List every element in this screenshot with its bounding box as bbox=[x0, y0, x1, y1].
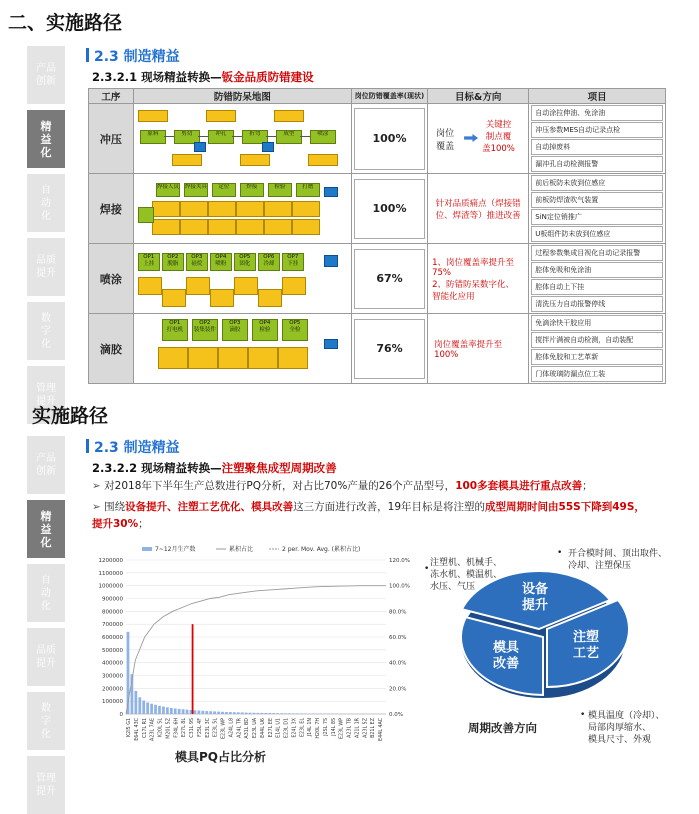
project-item: 过程参数集成目视化自动记录报警 bbox=[531, 245, 663, 261]
table-row bbox=[89, 104, 666, 174]
y-left-tick-label: 300000 bbox=[102, 674, 123, 680]
process-step-box: 焊接人员 bbox=[156, 183, 180, 197]
legend-label: 7~12月生产数 bbox=[155, 545, 195, 553]
process-step-box bbox=[152, 201, 180, 217]
pie-slice-label: 设备 bbox=[522, 581, 548, 597]
target-cell: 针对品质痛点（焊接错 位、焊渣等）推进改善 bbox=[428, 174, 529, 244]
bar bbox=[186, 710, 189, 714]
process-step-box: 原料 bbox=[140, 130, 166, 144]
y-right-tick-label: 60.0% bbox=[389, 635, 406, 641]
slide1-subtitle-prefix: 2.3.2.1 现场精益转换— bbox=[92, 70, 222, 84]
y-left-tick-label: 700000 bbox=[102, 622, 123, 628]
bar bbox=[213, 711, 216, 714]
project-item: SiN定位销推广 bbox=[531, 209, 663, 225]
process-step-box bbox=[264, 219, 292, 235]
process-step-box bbox=[138, 277, 162, 295]
bar bbox=[245, 713, 248, 714]
bar bbox=[178, 709, 181, 714]
bar bbox=[209, 711, 212, 714]
project-item: 前后板防未放到位感应 bbox=[531, 175, 663, 191]
sidebar-item[interactable]: 产品 创新 bbox=[27, 436, 65, 494]
project-item: U板组件防未放到位感应 bbox=[531, 226, 663, 242]
bar bbox=[146, 702, 149, 714]
y-left-tick-label: 500000 bbox=[102, 648, 123, 654]
sidebar-item[interactable]: 自 动 化 bbox=[27, 174, 65, 232]
x-tick-label: E23L WP bbox=[221, 718, 227, 739]
process-step-box: 焊接夹具 bbox=[184, 183, 208, 197]
bullet-2 bbox=[92, 499, 692, 533]
process-step-box: 剪切 bbox=[174, 130, 200, 144]
target-right-text: 关键控 制点覆 盖100% bbox=[482, 118, 515, 154]
projects-cell bbox=[529, 314, 666, 384]
x-tick-label: E44L U6 bbox=[260, 718, 266, 738]
process-step-box: 打磨 bbox=[296, 183, 320, 197]
process-step-box: OP5 固化 bbox=[234, 253, 256, 271]
bar bbox=[253, 713, 256, 714]
sidebar-item[interactable]: 品质 提升 bbox=[27, 238, 65, 296]
bar bbox=[174, 708, 177, 714]
y-left-tick-label: 900000 bbox=[102, 597, 123, 603]
process-step-box: OP4 喷粉 bbox=[210, 253, 232, 271]
process-step-box bbox=[236, 201, 264, 217]
bar bbox=[233, 712, 236, 714]
pie-slice-label: 提升 bbox=[522, 597, 548, 613]
x-tick-label: J14L 8S bbox=[331, 718, 337, 737]
rate-cell bbox=[351, 104, 427, 174]
sidebar-item[interactable]: 产品 创新 bbox=[27, 46, 65, 104]
bar bbox=[194, 710, 197, 714]
bar bbox=[217, 712, 220, 714]
pie-slice-label: 改善 bbox=[493, 655, 519, 671]
process-step-box: 焊接 bbox=[240, 183, 264, 197]
target-left-text: 岗位 覆盖 bbox=[436, 126, 454, 152]
process-step-box bbox=[324, 339, 338, 349]
x-tick-label: F34L 6H bbox=[173, 718, 179, 738]
process-step-box bbox=[138, 110, 168, 122]
process-step-box bbox=[236, 219, 264, 235]
mistake-proofing-table bbox=[88, 88, 666, 384]
process-cell: 喷涂 bbox=[89, 244, 134, 314]
rate-cell bbox=[351, 314, 427, 384]
sidebar-item[interactable]: 数 字 化 bbox=[27, 692, 65, 750]
x-tick-label: A24L TR bbox=[236, 717, 242, 738]
pie-note-bottom: 模具温度（冷却）、 局部肉厚缩水、 模具尺寸、外观 bbox=[588, 710, 665, 746]
process-step-box bbox=[194, 142, 206, 152]
x-tick-label: E27L 8L bbox=[181, 718, 187, 737]
process-step-box bbox=[186, 277, 210, 295]
pie-note-right: 开合模时间、顶出取件、 冷却、注塑保压 bbox=[568, 548, 667, 572]
x-tick-label: M20L 5Z bbox=[165, 717, 171, 738]
bullet-arrow-icon: ➢ bbox=[92, 480, 101, 492]
x-tick-label: E23L D1 bbox=[284, 718, 290, 738]
bar bbox=[237, 712, 240, 714]
process-step-box: OP5 全检 bbox=[282, 319, 308, 341]
process-step-box: OP1 打电机 bbox=[162, 319, 188, 341]
process-step-box: OP4 检验 bbox=[252, 319, 278, 341]
slide1-subtitle-highlight: 钣金品质防错建设 bbox=[222, 70, 314, 84]
bullet-dot-icon: • bbox=[557, 548, 562, 558]
x-tick-label: K20L 5L bbox=[158, 718, 164, 737]
pie-caption: 周期改善方向 bbox=[468, 720, 537, 736]
bar bbox=[142, 701, 145, 714]
bar bbox=[138, 697, 141, 714]
x-tick-label: K2I5 G1 bbox=[126, 718, 132, 737]
y-left-tick-label: 400000 bbox=[102, 661, 123, 667]
bar bbox=[249, 713, 252, 714]
bullet-dot-icon: • bbox=[580, 710, 585, 720]
rate-value: 100% bbox=[354, 108, 425, 170]
project-item: 门体玻璃防漏点位工装 bbox=[531, 366, 663, 382]
process-step-box bbox=[292, 219, 320, 235]
header-target: 目标&方向 bbox=[428, 89, 529, 104]
x-tick-label: B21L EZ bbox=[370, 717, 376, 738]
bar bbox=[150, 704, 153, 714]
process-step-box: OP2 脱脂 bbox=[162, 253, 184, 271]
bar bbox=[221, 712, 224, 714]
project-item: 漏冲孔自动检测报警 bbox=[531, 156, 663, 172]
flow-arrow bbox=[300, 136, 310, 137]
header-projects: 项目 bbox=[529, 89, 666, 104]
map-stamping bbox=[133, 104, 351, 174]
pie-slice-label: 注塑 bbox=[573, 629, 599, 645]
sidebar-item[interactable]: 精 益 化 bbox=[27, 110, 65, 168]
map-gluing bbox=[133, 314, 351, 384]
x-tick-label: A23L 5Z bbox=[362, 717, 368, 738]
process-step-box bbox=[162, 289, 186, 307]
y-left-tick-label: 100000 bbox=[102, 699, 123, 705]
bar bbox=[280, 713, 283, 714]
process-step-box bbox=[158, 347, 188, 369]
bar bbox=[264, 713, 267, 714]
process-step-box: OP3 滴胶 bbox=[222, 319, 248, 341]
arrow-right-icon bbox=[464, 134, 478, 142]
process-step-box bbox=[188, 347, 218, 369]
y-left-tick-label: 1200000 bbox=[99, 558, 124, 564]
bullet-arrow-icon: ➢ bbox=[92, 501, 101, 513]
pie-slice-label: 模具 bbox=[493, 639, 520, 655]
process-step-box bbox=[292, 201, 320, 217]
bullet-1-text: 对2018年下半年生产总数进行PQ分析，对占比70%产量的26个产品型号， bbox=[104, 480, 455, 492]
y-left-tick-label: 1100000 bbox=[99, 571, 124, 577]
sidebar-item[interactable]: 精 益 化 bbox=[27, 500, 65, 558]
process-step-box bbox=[180, 219, 208, 235]
x-tick-label: E24L 3X bbox=[291, 717, 297, 737]
process-step-box bbox=[180, 201, 208, 217]
legend-label: 2 per. Mov. Avg. (累积占比) bbox=[282, 545, 360, 553]
process-step-box: OP1 上挂 bbox=[138, 253, 160, 271]
x-tick-label: E23L WP bbox=[339, 718, 345, 739]
bullet-2-end: ； bbox=[138, 518, 149, 530]
bullet-2-text-2: 这三方面进行改善，19年目标是将注塑的 bbox=[293, 501, 485, 513]
process-step-box: OP2 装集装件 bbox=[192, 319, 218, 341]
process-cell: 滴胶 bbox=[89, 314, 134, 384]
process-step-box: OP7 下挂 bbox=[282, 253, 304, 271]
x-tick-label: E23L EL bbox=[299, 718, 305, 737]
process-step-box: OP3 硅烷 bbox=[186, 253, 208, 271]
process-step-box bbox=[258, 289, 282, 307]
bar bbox=[241, 712, 244, 714]
process-cell: 冲压 bbox=[89, 104, 134, 174]
bar bbox=[166, 707, 169, 714]
x-tick-label: A31L BD bbox=[244, 718, 250, 739]
process-step-box bbox=[206, 110, 236, 122]
y-left-tick-label: 800000 bbox=[102, 609, 123, 615]
header-rate: 岗位防错覆盖率(现状) bbox=[351, 89, 427, 104]
y-right-tick-label: 20.0% bbox=[389, 686, 406, 692]
y-left-tick-label: 1000000 bbox=[99, 584, 124, 590]
y-right-tick-label: 120.0% bbox=[389, 558, 410, 564]
process-step-box bbox=[138, 207, 154, 223]
section-marker bbox=[86, 439, 89, 453]
slide2-subtitle-prefix: 2.3.2.2 现场精益转换— bbox=[92, 461, 222, 475]
bullet-2-highlight-3: 提升30% bbox=[92, 518, 138, 530]
y-right-tick-label: 100.0% bbox=[389, 584, 410, 590]
process-step-box bbox=[240, 154, 270, 166]
slide1-title: 二、实施路径 bbox=[8, 8, 122, 35]
target-cell: 1、岗位覆盖率提升至 75% 2、防错防呆数字化、 智能化应用 bbox=[428, 244, 529, 314]
slide2-subtitle-highlight: 注塑聚焦成型周期改善 bbox=[222, 461, 337, 475]
slide1-subtitle bbox=[92, 69, 314, 85]
project-item: 冲压参数MES自动记录点检 bbox=[531, 122, 663, 138]
bar bbox=[257, 713, 260, 714]
bullet-1-highlight: 100多套模具进行重点改善 bbox=[455, 480, 582, 492]
bullet-1 bbox=[92, 478, 692, 495]
process-cell: 焊接 bbox=[89, 174, 134, 244]
bar bbox=[201, 711, 204, 714]
y-right-tick-label: 40.0% bbox=[389, 661, 406, 667]
process-step-box: 定位 bbox=[212, 183, 236, 197]
x-tick-label: E64L 43C bbox=[134, 717, 140, 740]
bar bbox=[158, 706, 161, 714]
process-step-box: 检验 bbox=[268, 183, 292, 197]
sidebar-item[interactable]: 数 字 化 bbox=[27, 302, 65, 360]
rate-cell bbox=[351, 244, 427, 314]
bar bbox=[284, 713, 287, 714]
table-row bbox=[89, 244, 666, 314]
x-tick-label: A21L 1R bbox=[354, 717, 360, 738]
project-item: 自动涂拉伸油、免涂油 bbox=[531, 105, 663, 121]
bar bbox=[296, 713, 299, 714]
bullet-2-highlight-2: 成型周期时间由55S下降到49S， bbox=[485, 501, 645, 513]
bar bbox=[205, 711, 208, 714]
bullet-2-text: 围绕 bbox=[104, 501, 125, 513]
bar bbox=[261, 713, 264, 714]
x-tick-label: A24L L8 bbox=[228, 718, 234, 737]
project-item: 腔体自动上下挂 bbox=[531, 279, 663, 295]
process-step-box bbox=[278, 347, 308, 369]
header-process: 工序 bbox=[89, 89, 134, 104]
legend-label: 累积占比 bbox=[229, 545, 253, 553]
process-step-box bbox=[308, 154, 338, 166]
bar bbox=[162, 707, 165, 714]
flow-arrow bbox=[232, 136, 242, 137]
project-item: 清洗压力自动报警停线 bbox=[531, 296, 663, 312]
projects-cell bbox=[529, 104, 666, 174]
bar bbox=[170, 708, 173, 714]
flow-arrow bbox=[266, 136, 276, 137]
target-cell bbox=[428, 104, 529, 174]
x-tick-label: E14L U1 bbox=[276, 718, 282, 738]
process-step-box: 折弯 bbox=[242, 130, 268, 144]
y-left-tick-label: 600000 bbox=[102, 635, 123, 641]
bar bbox=[154, 705, 157, 714]
projects-cell bbox=[529, 174, 666, 244]
process-step-box: 冲孔 bbox=[208, 130, 234, 144]
y-right-tick-label: 80.0% bbox=[389, 609, 406, 615]
bar bbox=[304, 713, 307, 714]
x-tick-label: J14L 1N bbox=[307, 718, 313, 738]
projects-cell bbox=[529, 244, 666, 314]
process-step-box bbox=[324, 255, 338, 267]
process-step-box bbox=[282, 277, 306, 295]
sidebar-item[interactable]: 品质 提升 bbox=[27, 628, 65, 686]
x-tick-label: A23L TB bbox=[347, 718, 353, 738]
sidebar-item[interactable]: 管理 提升 bbox=[27, 756, 65, 814]
bullet-2-highlight: 设备提升、注塑工艺优化、模具改善 bbox=[125, 501, 293, 513]
rate-value: 67% bbox=[354, 249, 425, 309]
project-item: 搅拌片满被自动检测，自动装配 bbox=[531, 332, 663, 348]
slide1-section-title: 2.3 制造精益 bbox=[94, 46, 180, 66]
x-tick-label: E27L EE bbox=[268, 718, 274, 737]
header-map: 防错防呆地图 bbox=[133, 89, 351, 104]
flow-arrow bbox=[198, 136, 208, 137]
slide2-title: 实施路径 bbox=[32, 401, 108, 428]
legend-swatch bbox=[142, 547, 152, 551]
process-step-box bbox=[324, 187, 338, 197]
project-item: 腔体免吸和免涂油 bbox=[531, 262, 663, 278]
rate-value: 76% bbox=[354, 319, 425, 379]
target-cell: 岗位覆盖率提升至 100% bbox=[428, 314, 529, 384]
project-item: 前板防焊渣吹气装置 bbox=[531, 192, 663, 208]
table-row bbox=[89, 174, 666, 244]
process-step-box bbox=[152, 219, 180, 235]
x-tick-label: C31L 9S bbox=[189, 718, 195, 738]
project-item: 自动掉废料 bbox=[531, 139, 663, 155]
bar bbox=[198, 711, 201, 714]
x-tick-label: E44L 4AC bbox=[378, 717, 384, 741]
x-tick-label: J2SL 7S bbox=[323, 718, 329, 737]
bar bbox=[225, 712, 228, 714]
project-item: 免滴涂快干胶应用 bbox=[531, 315, 663, 331]
table-header-row bbox=[89, 89, 666, 104]
project-item: 腔体免胶和工艺革新 bbox=[531, 349, 663, 365]
x-tick-label: E23L 3C bbox=[205, 717, 211, 737]
bar bbox=[272, 713, 275, 714]
section-marker bbox=[86, 48, 89, 62]
rate-cell bbox=[351, 174, 427, 244]
bar bbox=[300, 713, 303, 714]
bar bbox=[276, 713, 279, 714]
process-step-box: 成型 bbox=[276, 130, 302, 144]
process-step-box bbox=[210, 289, 234, 307]
bar bbox=[292, 713, 295, 714]
process-step-box bbox=[248, 347, 278, 369]
y-left-tick-label: 0 bbox=[120, 712, 124, 718]
slide2-subtitle bbox=[92, 460, 337, 476]
bar bbox=[268, 713, 271, 714]
x-tick-label: F25L 4F bbox=[197, 718, 203, 737]
bar bbox=[288, 713, 291, 714]
slide2-section-title: 2.3 制造精益 bbox=[94, 437, 180, 457]
bar bbox=[134, 691, 137, 714]
bullet-1-end: ； bbox=[582, 480, 593, 492]
sidebar-item[interactable]: 管理 提升 bbox=[27, 366, 65, 424]
flow-arrow bbox=[164, 136, 174, 137]
sidebar-item[interactable]: 自 动 化 bbox=[27, 564, 65, 622]
pie-note-left: 注塑机、机械手、 冻水机、模温机、 水压、气压 bbox=[430, 557, 502, 593]
y-left-tick-label: 200000 bbox=[102, 686, 123, 692]
process-step-box bbox=[208, 219, 236, 235]
bullet-dot-icon: • bbox=[424, 564, 429, 574]
rate-value: 100% bbox=[354, 179, 425, 239]
x-tick-label: A23L 7AE bbox=[150, 718, 156, 741]
process-step-box bbox=[234, 277, 258, 295]
bar bbox=[229, 712, 232, 714]
process-step-box bbox=[274, 110, 304, 122]
table-row bbox=[89, 314, 666, 384]
process-step-box: OP6 冷却 bbox=[258, 253, 280, 271]
process-step-box bbox=[208, 201, 236, 217]
chart-caption: 模具PQ占比分析 bbox=[175, 748, 266, 765]
process-step-box bbox=[172, 154, 202, 166]
y-right-tick-label: 0.0% bbox=[389, 712, 403, 718]
map-welding bbox=[133, 174, 351, 244]
process-step-box: 喷涂 bbox=[310, 130, 336, 144]
process-step-box bbox=[262, 142, 274, 152]
pq-pareto-chart bbox=[86, 542, 421, 752]
map-painting bbox=[133, 244, 351, 314]
process-step-box bbox=[218, 347, 248, 369]
bar bbox=[182, 709, 185, 714]
pie-slice-label: 工艺 bbox=[573, 645, 599, 661]
x-tick-label: E23L UA bbox=[252, 717, 258, 738]
process-step-box bbox=[264, 201, 292, 217]
x-tick-label: C17L R1 bbox=[142, 718, 148, 738]
x-tick-label: E23L 5L bbox=[213, 718, 219, 737]
x-tick-label: H20L 7H bbox=[315, 718, 321, 739]
